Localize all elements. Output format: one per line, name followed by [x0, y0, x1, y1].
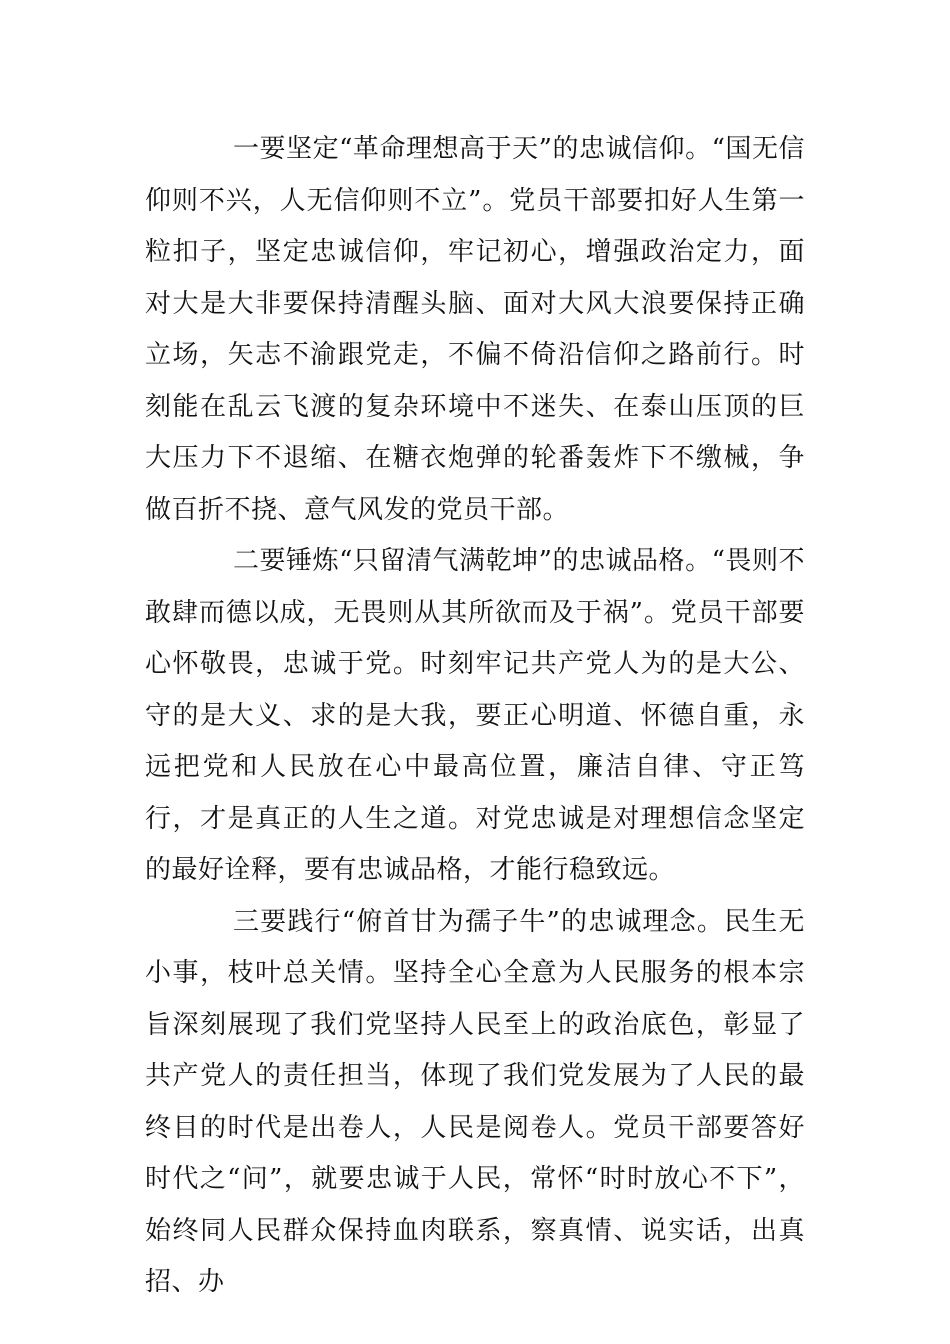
paragraph-loyal-character: 二要锤炼“只留清气满乾坤”的忠诚品格。“畏则不敢肆而德以成，无畏则从其所欲而及于祸”。党员干部要心怀敬畏，忠诚于党。时刻牢记共产党人为的是大公、守的是大义、求的是大我，要正心明道、怀德自重，永远把党和人民放在心中最高位置，廉洁自律、守正笃行，才是真正的人生之道。对党忠诚是对理想信念坚定的最好诠释，要有忠诚品格，才能行稳致远。 — [145, 546, 805, 885]
paragraph-loyal-concept: 三要践行“俯首甘为孺子牛”的忠诚理念。民生无小事，枝叶总关情。坚持全心全意为人民服务的根本宗旨深刻展现了我们党坚持人民至上的政治底色，彰显了共产党人的责任担当，体现了我们党发展为了人民的最终目的时代是出卷人，人民是阅卷人。党员干部要答好时代之“问”，就要忠诚于人民，常怀“时时放心不下”，始终同人民群众保持血肉联系，察真情、说实话，出真招、办 — [145, 906, 805, 1297]
paragraph-loyal-belief: 一要坚定“革命理想高于天”的忠诚信仰。“国无信仰则不兴，人无信仰则不立”。党员干部要扣好人生第一粒扣子，坚定忠诚信仰，牢记初心，增强政治定力，面对大是大非要保持清醒头脑、面对大风大浪要保持正确立场，矢志不渝跟党走，不偏不倚沿信仰之路前行。时刻能在乱云飞渡的复杂环境中不迷失、在泰山压顶的巨大压力下不退缩、在糖衣炮弹的轮番轰炸下不缴械，争做百折不挠、意气风发的党员干部。 — [145, 134, 805, 525]
document-body — [145, 124, 805, 1309]
